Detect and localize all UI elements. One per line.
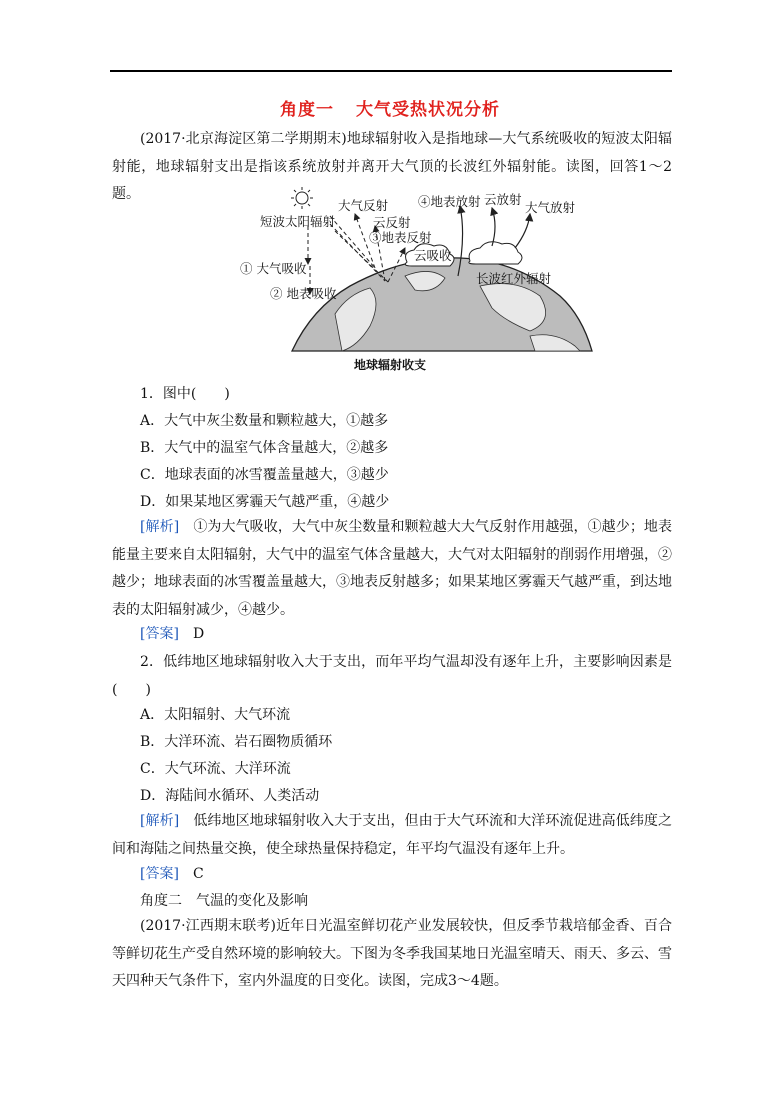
q2-option-d: D．海陆间水循环、人类活动 <box>140 788 320 804</box>
q2-answer-tag: [答案] <box>140 866 179 882</box>
q2-analysis-text: 低纬地区地球辐射收入大于支出，但由于大气环流和大洋环流促进高低纬度之间和海陆之间热量交换，使全球热量保持稳定，年平均气温没有逐年上升。 <box>112 813 673 857</box>
q2-stem: 2．低纬地区地球辐射收入大于支出，而年平均气温却没有逐年上升，主要影响因素是( ) <box>112 654 672 698</box>
q1-analysis-tag: [解析] <box>140 519 180 535</box>
q1-answer-tag: [答案] <box>140 626 179 642</box>
q2-option-c: C．大气环流、大洋环流 <box>140 761 291 777</box>
radiation-figure <box>230 186 610 376</box>
label-shortwave: 短波太阳辐射 <box>260 214 336 229</box>
label-surface-reflect: ③地表反射 <box>369 230 432 245</box>
sun-icon <box>291 187 313 209</box>
label-longwave: 长波红外辐射 <box>476 271 552 286</box>
label-atm-absorb: ① 大气吸收 <box>240 261 307 276</box>
section2-intro: (2017·江西期末联考)近年日光温室鲜切花产业发展较快，但反季节栽培郁金香、百合等鲜切花生产受自然环境的影响较大。下图为冬季我国某地日光温室晴天、雨天、多云、雪天四种天气条件下，室内外温度的日变化。读图，完成3～4题。 <box>112 918 672 989</box>
label-cloud-absorb: 云吸收 <box>414 248 452 263</box>
q1-stem: 1．图中( ) <box>140 386 230 402</box>
q1-option-b: B．大气中的温室气体含量越大，②越多 <box>140 440 389 456</box>
q2-analysis-tag: [解析] <box>140 813 180 829</box>
q1-analysis-text: ①为大气吸收，大气中灰尘数量和颗粒越大大气反射作用越强，①越少；地表能量主要来自太阳辐射，大气中的温室气体含量越大，大气对太阳辐射的削弱作用增强，②越少；地球表面的冰雪覆盖量越大，③地表反射越多；如果某地区雾霾天气越严重，到达地表的太阳辐射减少，④越少。 <box>112 519 673 618</box>
label-atm-reflect: 大气反射 <box>338 198 389 213</box>
label-cloud-emit: 云放射 <box>484 192 522 207</box>
header-rule <box>110 70 672 72</box>
section1-title-prefix: 角度一 <box>280 100 334 120</box>
label-atm-emit: 大气放射 <box>525 200 576 215</box>
q1-analysis <box>112 514 672 624</box>
q2-answer <box>140 864 204 884</box>
q2-option-a: A．太阳辐射、大气环流 <box>140 707 291 723</box>
q1-answer-value: D <box>192 626 205 642</box>
q1-option-c: C．地球表面的冰雪覆盖量越大，③越少 <box>140 467 389 483</box>
q2-option-b: B．大洋环流、岩石圈物质循环 <box>140 734 333 750</box>
q2-answer-value: C <box>192 866 204 882</box>
section2-title: 角度二 气温的变化及影响 <box>140 893 308 909</box>
label-cloud-reflect: 云反射 <box>373 215 411 230</box>
q1-option-d: D．如果某地区雾霾天气越严重，④越少 <box>140 494 390 510</box>
q2-analysis <box>112 808 672 863</box>
section1-intro: (2017·北京海淀区第二学期期末)地球辐射收入是指地球—大气系统吸收的短波太阳辐射能，地球辐射支出是指该系统放射并离开大气顶的长波红外辐射能。读图，回答1～2题。 <box>112 131 672 202</box>
label-surface-emit: ④地表放射 <box>418 194 481 209</box>
label-surface-absorb: ② 地表吸收 <box>270 286 337 301</box>
section1-title-text: 大气受热状况分析 <box>356 100 500 120</box>
section1-title <box>0 95 780 120</box>
q1-option-a: A．大气中灰尘数量和颗粒越大，①越多 <box>140 413 389 429</box>
q1-answer <box>140 624 204 644</box>
figure-caption: 地球辐射收支 <box>353 358 426 372</box>
